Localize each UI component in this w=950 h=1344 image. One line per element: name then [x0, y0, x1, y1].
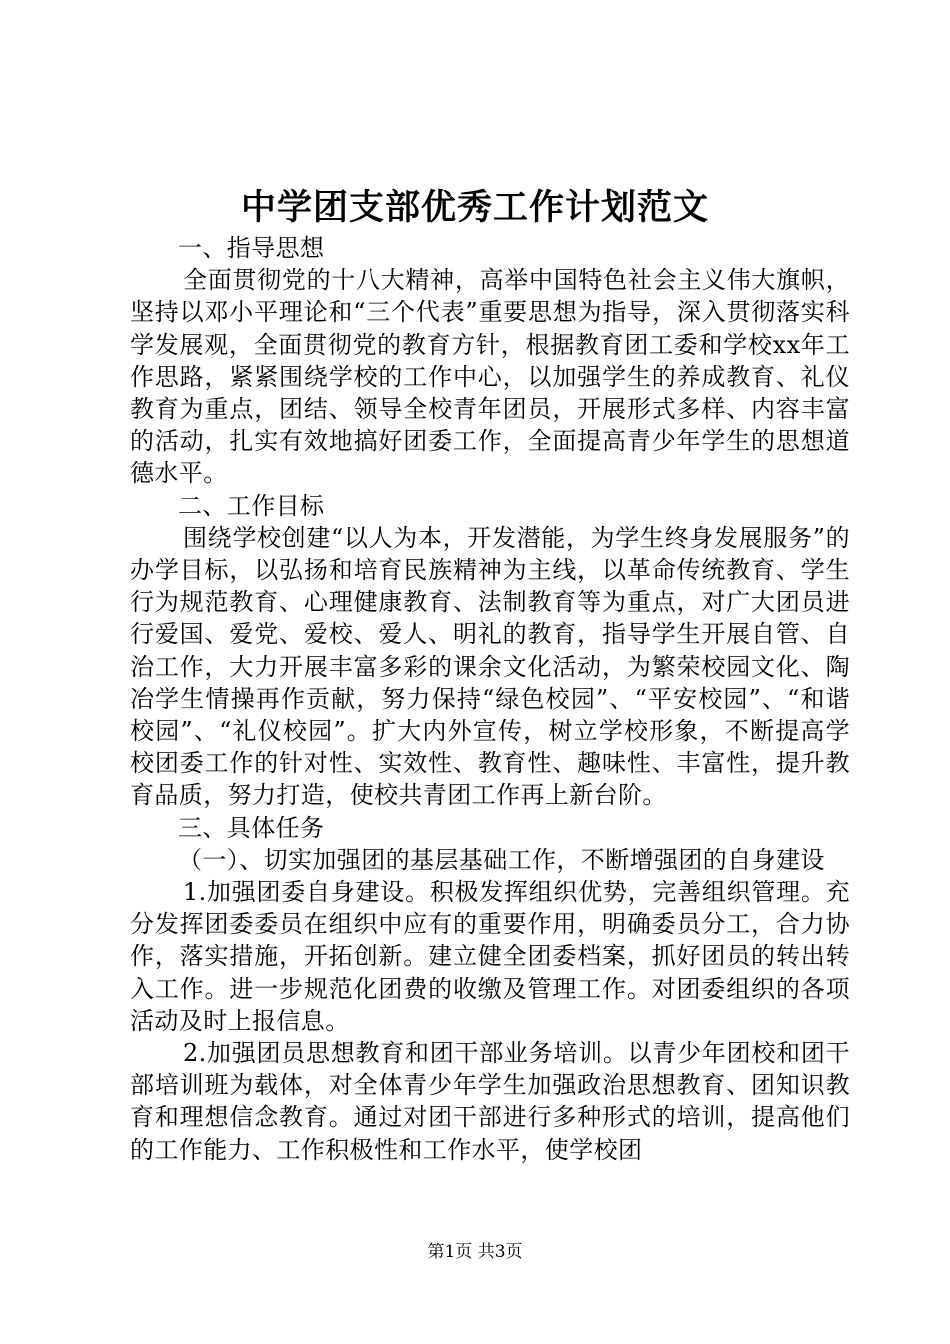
section-heading: 一、指导思想 — [178, 234, 325, 262]
body-paragraph: 全面贯彻党的十八大精神，高举中国特色社会主义伟大旗帜，坚持以邓小平理论和“三个代表”重要思想为指导，深入贯彻落实科学发展观，全面贯彻党的教育方针，根据教育团工委和学校xx年工作思路，紧紧围绕学校的工作中心，以加强学生的养成教育、礼仪教育为重点，团结、领导全校青年团员，开展形式多样、内容丰富的活动，扎实有效地搞好团委工作，全面提高青少年学生的思想道德水平。 — [130, 266, 850, 488]
section-heading: 二、工作目标 — [178, 491, 325, 520]
body-paragraph: 1.加强团委自身建设。积极发挥组织优势，完善组织管理。充分发挥团委委员在组织中应有的重要作用，明确委员分工，合力协作，落实措施，开拓创新。建立健全团委档案，抓好团员的转出转入工作。进一步规范化团费的收缴及管理工作。对团委组织的各项活动及时上报信息。 — [130, 878, 850, 1035]
body-paragraph: 2.加强团员思想教育和团干部业务培训。以青少年团校和团干部培训班为载体，对全体青少年学生加强政治思想教育、团知识教育和理想信念教育。通过对团干部进行多种形式的培训，提高他们的工作能力、工作积极性和工作水平，使学校团 — [130, 1039, 850, 1164]
section-heading: 三、具体任务 — [178, 813, 325, 842]
document-body — [130, 232, 850, 1166]
subsection-heading: （一）、切实加强团的基层基础工作，不断增强团的自身建设 — [178, 845, 825, 874]
document-title: 中学团支部优秀工作计划范文 — [240, 187, 709, 228]
page-footer: 第1页 共3页 — [427, 1242, 523, 1262]
body-paragraph: 围绕学校创建“以人为本，开发潜能，为学生终身发展服务”的办学目标，以弘扬和培育民族精神为主线，以革命传统教育、学生行为规范教育、心理健康教育、法制教育等为重点，对广大团员进行爱国、爱党、爱校、爱人、明礼的教育，指导学生开展自管、自治工作，大力开展丰富多彩的课余文化活动，为繁荣校园文化、陶冶学生情操再作贡献，努力保持“绿色校园”、“平安校园”、“和谐校园”、“礼仪校园”。扩大内外宣传，树立学校形象，不断提高学校团委工作的针对性、实效性、教育性、趣味性、丰富性，提升教育品质，努力打造，使校共青团工作再上新台阶。 — [130, 523, 850, 810]
